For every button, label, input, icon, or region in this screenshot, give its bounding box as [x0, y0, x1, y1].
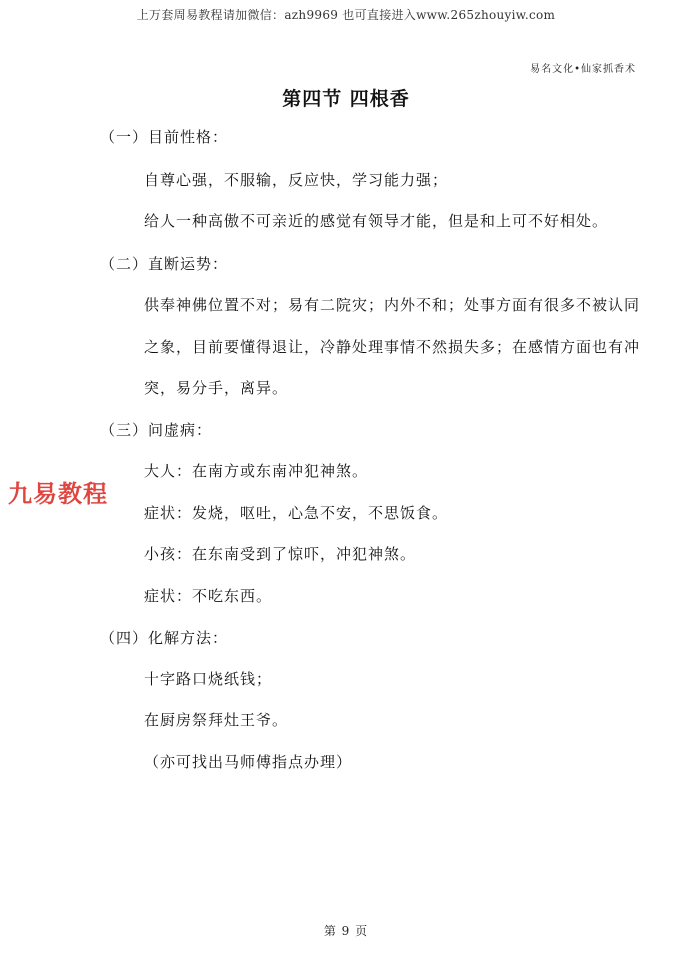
heading-fortune: （二）直断运势： — [100, 255, 229, 273]
page-number: 第 9 页 — [323, 924, 369, 938]
running-header: 易名文化•仙家抓香术 — [530, 64, 636, 75]
fortune-line-2: 之象，目前要懂得退让，冷静处理事情不然损失多；在感情方面也有冲 — [144, 338, 641, 356]
remedy-line-2: 在厨房祭拜灶王爷。 — [144, 711, 289, 729]
illness-child: 小孩：在东南受到了惊吓，冲犯神煞。 — [144, 545, 417, 563]
heading-remedy: （四）化解方法： — [100, 629, 229, 647]
watermark-logo: 九易教程 — [8, 480, 108, 508]
illness-adult: 大人：在南方或东南冲犯神煞。 — [144, 462, 369, 480]
heading-illness: （三）问虚病： — [100, 421, 213, 439]
remedy-line-3: （亦可找出马师傅指点办理） — [144, 753, 353, 771]
remedy-line-1: 十字路口烧纸钱； — [144, 670, 273, 688]
illness-child-symptoms: 症状：不吃东西。 — [144, 587, 273, 605]
fortune-line-1: 供奉神佛位置不对；易有二院灾；内外不和；处事方面有很多不被认同 — [144, 296, 641, 314]
personality-line-1: 自尊心强，不服输，反应快，学习能力强； — [144, 171, 449, 189]
heading-personality: （一）目前性格： — [100, 128, 229, 146]
section-title: 第四节 四根香 — [282, 88, 410, 110]
personality-line-2: 给人一种高傲不可亲近的感觉有领导才能，但是和上可不好相处。 — [144, 212, 609, 230]
fortune-line-3: 突，易分手，离异。 — [144, 379, 289, 397]
top-banner: 上万套周易教程请加微信：azh9969 也可直接进入www.265zhouyiw.com — [136, 8, 556, 22]
illness-adult-symptoms: 症状：发烧，呕吐，心急不安，不思饭食。 — [144, 504, 449, 522]
